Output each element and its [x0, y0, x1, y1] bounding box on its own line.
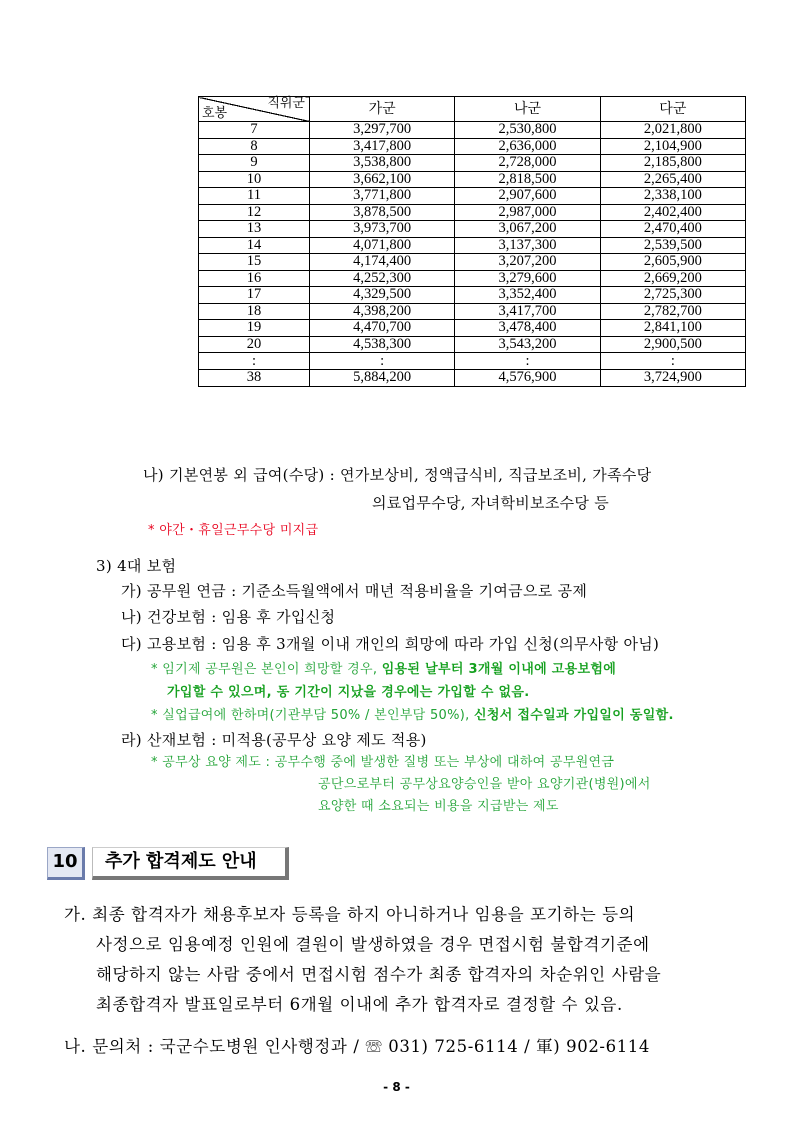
step-cell: 18	[199, 303, 310, 320]
step-cell: 7	[199, 122, 310, 139]
salary-cell: 4,398,200	[310, 303, 455, 320]
employment-note-1	[151, 660, 616, 680]
salary-cell: 2,470,400	[600, 221, 745, 238]
insurance-pension: 가) 공무원 연금 : 기준소득월액에서 매년 적용비율을 기여금으로 공제	[121, 582, 588, 600]
salary-cell: 2,987,000	[455, 204, 600, 221]
employment-note-1-bold: 임용된 날부터 3개월 이내에 고용보험에	[381, 662, 617, 677]
salary-cell: 3,724,900	[600, 370, 745, 387]
salary-cell: 2,338,100	[600, 188, 745, 205]
table-row	[199, 287, 746, 304]
column-header: 가군	[310, 97, 455, 122]
step-cell: 17	[199, 287, 310, 304]
salary-cell: 3,543,200	[455, 336, 600, 353]
salary-cell: 3,352,400	[455, 287, 600, 304]
salary-cell: 3,973,700	[310, 221, 455, 238]
salary-cell: 4,538,300	[310, 336, 455, 353]
step-cell: :	[199, 353, 310, 370]
salary-cell: 2,900,500	[600, 336, 745, 353]
table-row	[199, 320, 746, 337]
insurance-health: 나) 건강보험 : 임용 후 가입신청	[121, 608, 336, 626]
salary-cell: 2,841,100	[600, 320, 745, 337]
salary-cell: 2,907,600	[455, 188, 600, 205]
step-cell: 11	[199, 188, 310, 205]
salary-cell: :	[455, 353, 600, 370]
salary-cell: 2,021,800	[600, 122, 745, 139]
salary-cell: :	[600, 353, 745, 370]
salary-cell: 3,538,800	[310, 155, 455, 172]
allowance-line-2: 의료업무수당, 자녀학비보조수당 등	[372, 494, 610, 512]
employment-note-2	[151, 706, 674, 726]
employment-note-1-cont: 가입할 수 있으며, 동 기간이 지났을 경우에는 가입할 수 없음.	[167, 685, 530, 700]
step-cell: 19	[199, 320, 310, 337]
salary-cell: 4,071,800	[310, 237, 455, 254]
step-cell: 12	[199, 204, 310, 221]
salary-cell: 3,878,500	[310, 204, 455, 221]
header-corner-bottom: 호봉	[202, 106, 228, 121]
salary-cell: 2,669,200	[600, 270, 745, 287]
section-number-badge: 10	[47, 847, 85, 880]
step-cell: 15	[199, 254, 310, 271]
salary-cell: 5,884,200	[310, 370, 455, 387]
employment-note-1-plain: * 임기제 공무원은 본인이 희망할 경우,	[151, 662, 382, 677]
step-cell: 9	[199, 155, 310, 172]
salary-cell: 3,207,200	[455, 254, 600, 271]
salary-cell: 2,728,000	[455, 155, 600, 172]
paragraph-a-line-3: 해당하지 않는 사람 중에서 면접시험 점수가 최종 합격자의 차순위인 사람을	[96, 965, 662, 984]
salary-cell: 3,279,600	[455, 270, 600, 287]
salary-cell: 3,478,400	[455, 320, 600, 337]
salary-cell: 4,174,400	[310, 254, 455, 271]
allowance-note: * 야간・휴일근무수당 미지급	[148, 523, 319, 538]
step-cell: 16	[199, 270, 310, 287]
paragraph-a-line-1: 가. 최종 합격자가 채용후보자 등록을 하지 아니하거나 임용을 포기하는 등의	[64, 905, 636, 924]
salary-cell: 2,539,500	[600, 237, 745, 254]
table-row	[199, 171, 746, 188]
table-row	[199, 237, 746, 254]
salary-table	[198, 96, 746, 387]
salary-cell: 2,530,800	[455, 122, 600, 139]
header-corner-top: 직위군	[267, 96, 305, 111]
salary-cell: 4,470,700	[310, 320, 455, 337]
step-cell: 38	[199, 370, 310, 387]
insurance-accident: 라) 산재보험 : 미적용(공무상 요양 제도 적용)	[121, 731, 427, 749]
table-row	[199, 188, 746, 205]
salary-cell: 2,818,500	[455, 171, 600, 188]
allowance-line-1: 나) 기본연봉 외 급여(수당) : 연가보상비, 정액급식비, 직급보조비, 가족수당	[143, 466, 652, 484]
insurance-title: 3) 4대 보험	[96, 557, 177, 575]
salary-cell: 2,185,800	[600, 155, 745, 172]
section-title: 추가 합격제도 안내	[92, 847, 289, 880]
step-cell: 20	[199, 336, 310, 353]
salary-cell: 3,771,800	[310, 188, 455, 205]
table-row	[199, 122, 746, 139]
salary-cell: 3,137,300	[455, 237, 600, 254]
table-row	[199, 270, 746, 287]
salary-cell: 4,576,900	[455, 370, 600, 387]
column-header: 나군	[455, 97, 600, 122]
paragraph-a-line-2: 사정으로 임용예정 인원에 결원이 발생하였을 경우 면접시험 불합격기준에	[96, 935, 650, 954]
table-row	[199, 221, 746, 238]
table-row	[199, 254, 746, 271]
salary-cell: 2,104,900	[600, 138, 745, 155]
table-row	[199, 204, 746, 221]
step-cell: 10	[199, 171, 310, 188]
table-row	[199, 370, 746, 387]
insurance-employment: 다) 고용보험 : 임용 후 3개월 이내 개인의 희망에 따라 가입 신청(의무사항 아님)	[121, 635, 660, 653]
salary-cell: 2,265,400	[600, 171, 745, 188]
table-row	[199, 303, 746, 320]
step-cell: 14	[199, 237, 310, 254]
accident-note-2: 공단으로부터 공무상요양승인을 받아 요양기관(병원)에서	[318, 777, 651, 792]
salary-cell: 4,252,300	[310, 270, 455, 287]
accident-note-1: * 공무상 요양 제도 : 공무수행 중에 발생한 질병 또는 부상에 대하여 공무원연금	[151, 755, 615, 770]
salary-cell: 2,605,900	[600, 254, 745, 271]
table-header-row	[199, 97, 746, 122]
step-cell: 13	[199, 221, 310, 238]
salary-cell: 3,662,100	[310, 171, 455, 188]
table-row	[199, 336, 746, 353]
employment-note-2-plain: * 실업급여에 한하며(기관부담 50% / 본인부담 50%),	[151, 708, 474, 723]
column-header: 다군	[600, 97, 745, 122]
salary-cell: 2,782,700	[600, 303, 745, 320]
paragraph-a-line-4: 최종합격자 발표일로부터 6개월 이내에 추가 합격자로 결정할 수 있음.	[96, 995, 623, 1014]
salary-cell: :	[310, 353, 455, 370]
salary-cell: 3,417,700	[455, 303, 600, 320]
step-cell: 8	[199, 138, 310, 155]
salary-cell: 3,067,200	[455, 221, 600, 238]
page-number: - 8 -	[383, 1080, 410, 1094]
salary-cell: 2,636,000	[455, 138, 600, 155]
salary-cell: 2,402,400	[600, 204, 745, 221]
salary-cell: 2,725,300	[600, 287, 745, 304]
salary-cell: 3,297,700	[310, 122, 455, 139]
accident-note-3: 요양한 때 소요되는 비용을 지급받는 제도	[318, 799, 559, 814]
employment-note-2-bold: 신청서 접수일과 가입일이 동일함.	[474, 708, 674, 723]
paragraph-b-contact: 나. 문의처 : 국군수도병원 인사행정과 / ☏ 031) 725-6114 / 軍) 902-6114	[64, 1037, 650, 1056]
table-row	[199, 138, 746, 155]
salary-cell: 4,329,500	[310, 287, 455, 304]
table-row	[199, 353, 746, 370]
salary-cell: 3,417,800	[310, 138, 455, 155]
table-row	[199, 155, 746, 172]
header-corner-cell	[199, 97, 310, 122]
